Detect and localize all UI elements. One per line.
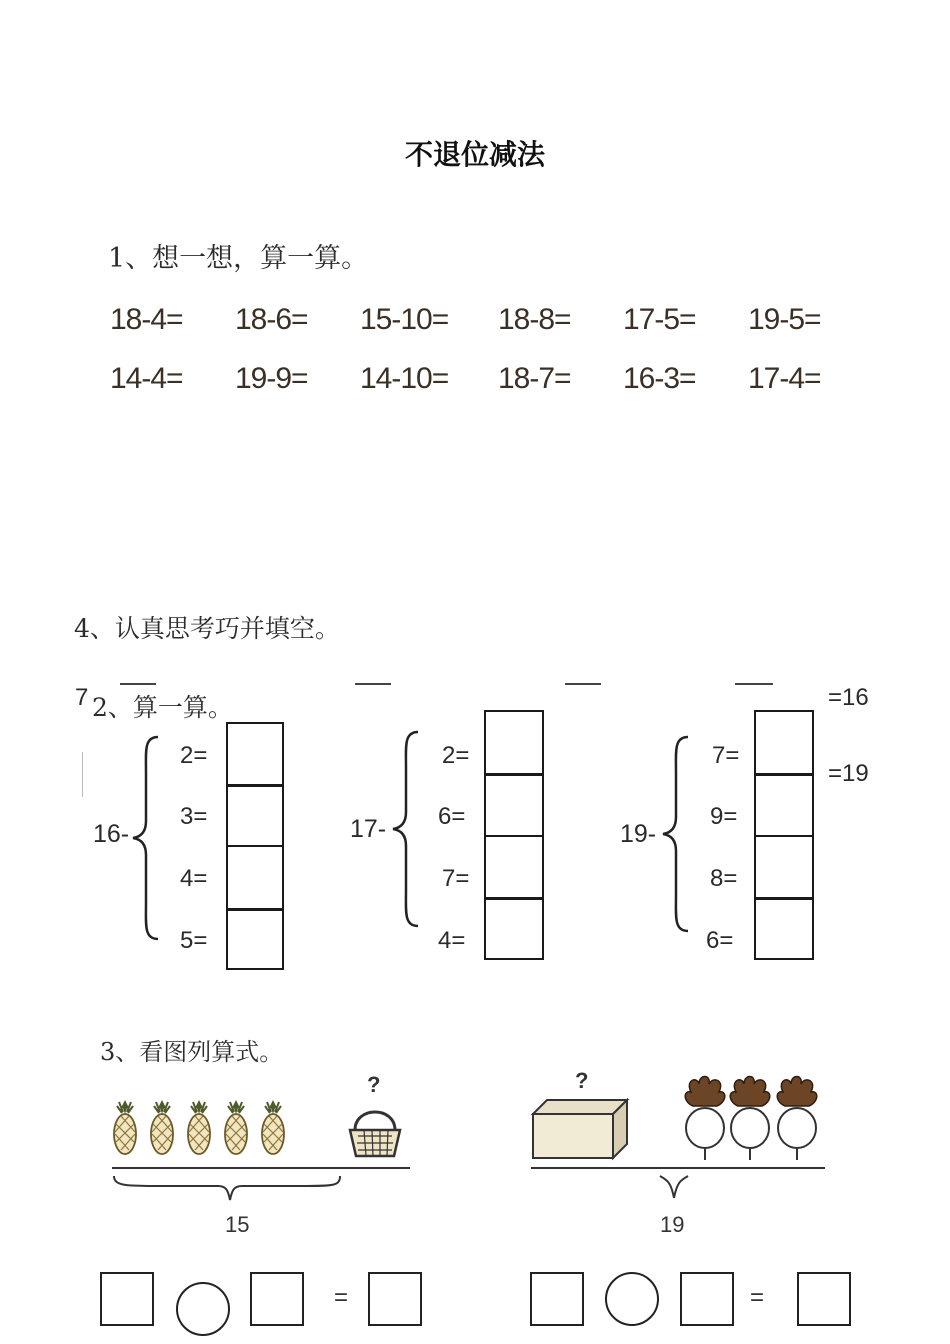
radish-icon <box>685 1077 725 1161</box>
section2-heading: 2、算一算。 <box>92 693 233 722</box>
pineapple-icon <box>225 1100 247 1154</box>
group-item: 7= <box>442 865 470 892</box>
pineapple-icon <box>151 1100 173 1154</box>
curly-brace <box>660 733 692 935</box>
problem-1-6: 19-5= <box>748 303 821 336</box>
answer-box-column[interactable] <box>484 710 544 960</box>
section1-heading: 1、想一想，算一算。 <box>108 243 369 274</box>
problem-1-1: 18-4= <box>110 303 183 336</box>
answer-square[interactable] <box>680 1272 734 1326</box>
answer-box-column[interactable] <box>226 722 284 970</box>
problem-1-2: 18-6= <box>235 303 308 336</box>
pineapple-icon <box>188 1100 210 1154</box>
operator-circle[interactable] <box>605 1272 659 1326</box>
group-item: 2= <box>442 742 470 769</box>
box-top-edge <box>120 683 156 685</box>
operator-circle[interactable] <box>176 1282 230 1336</box>
answer-square[interactable] <box>100 1272 154 1326</box>
problem-2-6: 17-4= <box>748 362 821 395</box>
fragment-seven: 7 <box>75 684 89 711</box>
problem-2-2: 19-9= <box>235 362 308 395</box>
radish-icon <box>730 1077 770 1161</box>
page-title: 不退位减法 <box>404 138 545 171</box>
group-label-16: 16- <box>93 820 130 848</box>
section3-heading: 3、看图列算式。 <box>100 1038 284 1066</box>
total-label: 15 <box>225 1212 250 1237</box>
fragment-equals-16: =16 <box>828 684 869 711</box>
radish-icon <box>777 1077 817 1161</box>
curly-brace <box>390 728 422 930</box>
group-item: 4= <box>180 865 208 892</box>
fragment-equals-19: =19 <box>828 760 869 787</box>
group-item: 6= <box>706 927 734 954</box>
problem-1-4: 18-8= <box>498 303 571 336</box>
group-item: 9= <box>710 803 738 830</box>
basket-icon <box>350 1112 400 1156</box>
problem-2-5: 16-3= <box>623 362 696 395</box>
group-item: 8= <box>710 865 738 892</box>
question-mark: ? <box>367 1072 381 1097</box>
pineapple-icon <box>262 1100 284 1154</box>
answer-box-column[interactable] <box>754 710 814 960</box>
box-top-edge <box>735 683 773 685</box>
pineapple-basket-picture <box>100 1070 430 1250</box>
box-top-edge <box>565 683 601 685</box>
box-icon <box>533 1100 627 1158</box>
group-item: 4= <box>438 927 466 954</box>
group-label-17: 17- <box>350 815 387 843</box>
answer-square[interactable] <box>797 1272 851 1326</box>
answer-square[interactable] <box>368 1272 422 1326</box>
divider <box>82 752 83 797</box>
section4-heading: 4、认真思考巧并填空。 <box>74 614 340 643</box>
group-item: 6= <box>438 803 466 830</box>
equals-sign: = <box>334 1284 349 1311</box>
answer-square[interactable] <box>250 1272 304 1326</box>
problem-2-1: 14-4= <box>110 362 183 395</box>
group-item: 5= <box>180 927 208 954</box>
box-top-edge <box>355 683 391 685</box>
total-label: 19 <box>660 1212 685 1237</box>
pineapple-icon <box>114 1100 136 1154</box>
curly-brace <box>130 733 162 943</box>
equals-sign: = <box>750 1284 765 1311</box>
question-mark: ? <box>575 1068 589 1093</box>
problem-2-3: 14-10= <box>360 362 449 395</box>
problem-1-5: 17-5= <box>623 303 696 336</box>
problem-1-3: 15-10= <box>360 303 449 336</box>
group-item: 7= <box>712 742 740 769</box>
answer-square[interactable] <box>530 1272 584 1326</box>
box-radish-picture <box>525 1070 845 1220</box>
group-label-19: 19- <box>620 820 657 848</box>
problem-2-4: 18-7= <box>498 362 571 395</box>
group-item: 3= <box>180 803 208 830</box>
group-item: 2= <box>180 742 208 769</box>
